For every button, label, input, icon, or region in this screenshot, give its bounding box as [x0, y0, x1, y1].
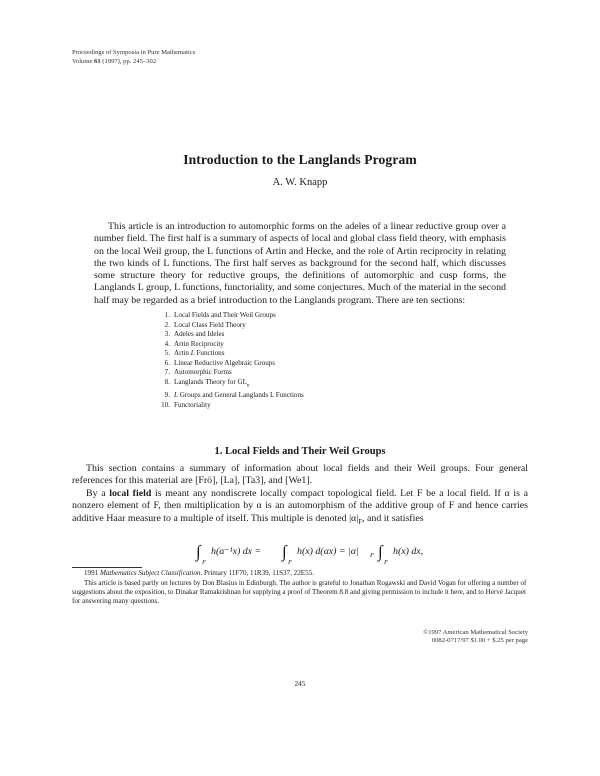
section-paragraph-1: This section contains a summary of information about local fields and their Weil groups. Four general references for this material are [Frö], [La], [Ta3], and [We1].	[72, 463, 528, 487]
section-paragraph-2: By a local field is meant any nondiscrete locally compact topological field. Let F be a local field. If α is a nonzero element of F, then multiplication by α is an automorphism of the additive group of F and hence carries additive Haar measure to a multiple of itself. This multiple is denoted $|\alpha|_F$, and it satisfies	[72, 488, 528, 526]
section-list-item: 9. L Groups and General Langlands L Functions	[164, 391, 304, 400]
term-local-field: local field	[109, 488, 152, 499]
haar-measure-equation	[0, 538, 600, 568]
copyright-line-1: ©1997 American Mathematical Society	[423, 629, 528, 636]
section-list-item: 8. Langlands Theory for $GL_n$	[164, 378, 250, 389]
journal-name: Proceedings of Symposia in Pure Mathematics	[72, 49, 196, 56]
footnote-acknowledgment: This article is based partly on lectures by Don Blasius in Edinburgh. The author is grateful to Jonathan Rogawski and David Vogan for offering a number of suggestions about the exposition, to Dinakar Ramakrishnan for supplying a proof of Theorem 8.8 and giving permission to include it here, and to Hervé Jacquet for answering many questions.	[72, 579, 527, 606]
equation-lhs: h(α⁻¹x) dx =	[211, 546, 262, 557]
integral-sign: ∫	[378, 542, 383, 561]
journal-header	[72, 49, 195, 66]
equation-middle: h(x) d(αx) = |α|	[297, 546, 359, 557]
integral-sign: ∫	[282, 542, 287, 561]
section-list-item: 7. Automorphic Forms	[164, 368, 232, 377]
msc-label: Mathematics Subject Classification.	[99, 569, 203, 577]
volume-number: 61	[94, 57, 101, 65]
abstract: This article is an introduction to automorphic forms on the adeles of a linear reductive group over a number field. The first half is a summary of aspects of local and global class field theory, with emphasis on the local Weil group, the L functions of Artin and Hecke, and the role of Artin reciprocity in relating the two kinds of L functions. The first half serves as background for the second half, which discusses some structure theory for reductive groups, the definitions of automorphic and cusp forms, the Langlands L group, L functions, functoriality, and some conjectures. Much of the material in the second half may be regarded as a brief introduction to the Langlands program. There are ten sections:	[94, 221, 506, 306]
volume-prefix: Volume	[72, 57, 95, 65]
section-list-item: 3. Adeles and Ideles	[164, 330, 225, 339]
copyright-notice	[300, 629, 528, 645]
footnote-msc: 1991 Mathematics Subject Classification. Primary 11F70, 11R39, 11S37, 22E55.	[84, 569, 314, 577]
integral-subscript: F	[384, 559, 388, 566]
section-list-item: 10. Functoriality	[161, 400, 211, 409]
section-list	[160, 311, 304, 410]
norm-subscript: F	[370, 552, 374, 559]
paper-author: A. W. Knapp	[272, 177, 328, 188]
footnote-rule	[72, 567, 142, 568]
copyright-line-2: 0082-0717/97 $1.00 + $.25 per page	[431, 637, 528, 645]
page-number: 245	[294, 679, 306, 688]
section-list-item: 1. Local Fields and Their Weil Groups	[164, 311, 276, 319]
paper-title: Introduction to the Langlands Program	[183, 152, 417, 167]
integral-subscript: F	[202, 559, 206, 566]
integral-sign: ∫	[196, 542, 201, 561]
section-list-item: 6. Linear Reductive Algebraic Groups	[164, 358, 276, 367]
volume-info	[72, 58, 195, 67]
equation-rhs: h(x) dx,	[393, 546, 424, 557]
section-list-item: 5. Artin L Functions	[164, 349, 225, 358]
section-list-item: 4. Artin Reciprocity	[164, 339, 224, 348]
section-list-item: 2. Local Class Field Theory	[164, 320, 246, 329]
section-heading: 1. Local Fields and Their Weil Groups	[214, 446, 386, 457]
integral-subscript: F	[288, 559, 292, 566]
volume-pages: (1997), pp. 245–302	[100, 57, 157, 65]
